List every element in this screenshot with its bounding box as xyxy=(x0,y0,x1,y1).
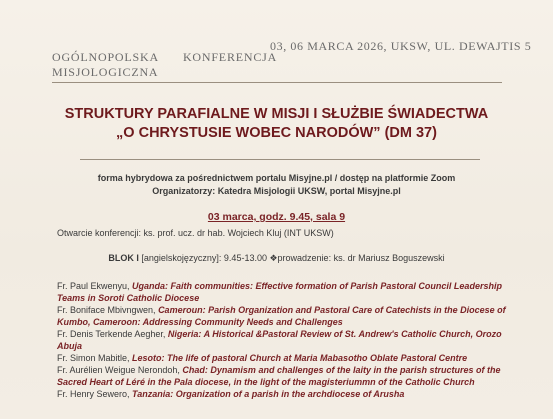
title-line-2: „O CHRYSTUSIE WOBEC NARODÓW” (DM 37) xyxy=(116,125,437,141)
speaker-topic: Uganda: Faith communities: Effective formation of Parish Pastoral Council Leadership Teams in Soroti Catholic Diocese xyxy=(57,281,502,303)
speaker-item xyxy=(57,364,527,388)
speaker-name: Fr. Paul Ekwenyu, xyxy=(57,281,133,291)
organizers-line: Organizatorzy: Katedra Misjologii UKSW, portal Misyjne.pl xyxy=(152,186,401,196)
speaker-name: Fr. Henry Sewero, xyxy=(57,389,133,399)
conference-name xyxy=(52,50,277,80)
speaker-list xyxy=(57,280,527,400)
speaker-name: Fr. Simon Mabitle, xyxy=(57,353,133,363)
speaker-topic: Lesoto: The life of pastoral Church at Maria Mabasotho Oblate Pastoral Centre xyxy=(132,353,468,363)
conference-name-word1: OGÓLNOPOLSKA xyxy=(52,50,159,64)
conference-name-word3: MISJOLOGICZNA xyxy=(52,65,159,79)
speaker-item xyxy=(57,328,527,352)
header-divider xyxy=(52,82,502,83)
conference-date-place: 03, 06 MARCA 2026, UKSW, UL. DEWAJTIS 5 xyxy=(270,39,532,53)
speaker-topic: Nigeria: A Historical &Pastoral Review of St. Andrew's Catholic Church, Orozo Abuja xyxy=(57,329,502,351)
speaker-name: Fr. Denis Terkende Aegher, xyxy=(57,329,168,339)
speaker-item xyxy=(57,352,527,364)
session-date: 03 marca, godz. 9.45, sala 9 xyxy=(207,211,346,223)
speaker-item xyxy=(57,388,527,400)
title-divider xyxy=(80,159,480,160)
speaker-name: Fr. Boniface Mbivngwen, xyxy=(57,305,159,315)
speaker-item xyxy=(57,280,527,304)
speaker-item xyxy=(57,304,527,328)
block-details: [angielskojęzyczny]: 9.45-13.00 ❖prowadzenie: ks. dr Mariusz Boguszewski xyxy=(138,253,445,263)
conference-name-word2: KONFERENCJA xyxy=(182,50,278,64)
opening-line: Otwarcie konferencji: ks. prof. ucz. dr hab. Wojciech Kluj (INT UKSW) xyxy=(57,228,334,238)
speaker-topic: Chad: Dynamism and challenges of the laity in the parish structures of the Sacred Heart of Léré in the Pala diocese, in the light of the magisteriummn of the Catholic Church xyxy=(57,365,501,387)
speaker-name: Fr. Aurélien Weigue Nerondoh, xyxy=(57,365,183,375)
block-header xyxy=(0,253,553,264)
speaker-topic: Tanzania: Organization of a parish in the archdiocese of Arusha xyxy=(132,389,405,399)
speaker-topic: Cameroun: Parish Organization and Pastoral Care of Catechists in the Diocese of Kumbo, Cameroon: Addressing Community Needs and Challenges xyxy=(57,305,506,327)
conference-info xyxy=(0,172,553,198)
format-line: forma hybrydowa za pośrednictwem portalu Misyjne.pl / dostęp na platformie Zoom xyxy=(97,173,456,183)
title-line-1: STRUKTURY PARAFIALNE W MISJI I SŁUŻBIE ŚWIADECTWA xyxy=(64,106,489,122)
conference-title xyxy=(0,105,553,143)
block-label: BLOK I xyxy=(108,253,139,263)
